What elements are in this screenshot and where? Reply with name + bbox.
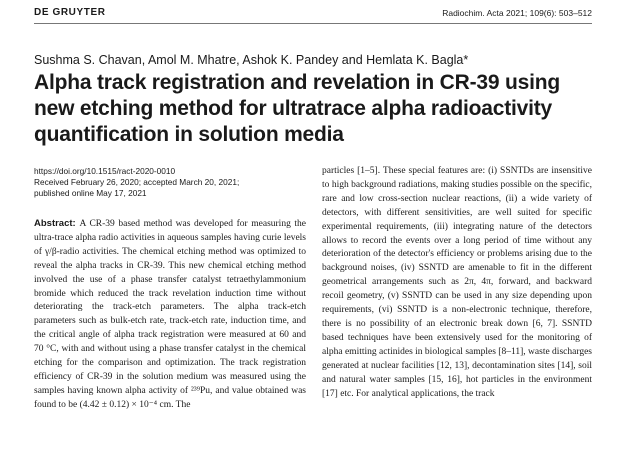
publisher-name: DE GRUYTER [34,7,106,18]
abstract-label: Abstract: [34,218,80,229]
article-meta [34,166,239,199]
body-text-column [322,165,592,401]
journal-citation: Radiochim. Acta 2021; 109(6): 503–512 [442,8,592,18]
doi-link[interactable]: https://doi.org/10.1515/ract-2020-0010 [34,166,176,176]
published-date: published online May 17, 2021 [34,188,147,198]
author-list: Sushma S. Chavan, Amol M. Mhatre, Ashok K. Pandey and Hemlata K. Bagla* [34,53,469,67]
received-date: Received February 26, 2020; accepted March 20, 2021; [34,177,240,187]
header-rule [34,23,592,24]
abstract-text: A CR-39 based method was developed for measuring the ultra-trace alpha radio activities in aqueous samples having curie levels of γ/β-radio activities. The chemical etching method was optimized to reveal the alpha tracks in CR-39. This new chemical etching method involved the use of a phase transfer catalyst tetraethylammonium bromide which reduced the track revelation induction time without deteriorating the track-etch parameters. The alpha track-etch parameters such as bulk-etch rate, track-etch rate, induction time, and the critical angle of alpha track registration were measured at 60 and 70 °C, with and without using a phase transfer catalyst in the chemical etching for the comparison and optimization. The track registration efficiency of CR-39 in the solution medium was measured using the samples having known alpha activity of ²³⁹Pu, and value obtained was found to be (4.42 ± 0.12) × 10⁻⁴ cm. The [34,219,306,410]
article-title: Alpha track registration and revelation in CR-39 using new etching method for ultratrace alpha radioactivity quantification in solution media [34,71,560,146]
abstract-column [34,217,306,413]
body-paragraph: particles [1–5]. These special features are: (i) SSNTDs are insensitive to high background radiations, making studies possible on the specific, rare and low cross-section nuclear reactions, (ii) a wide variety of detectors, with different sensitivities, are well suited for specific experimental requirements, (iii) integrating nature of the detectors allows to record the events over a long period of time without any deterioration of the detector's efficiency or problems arising due to the background noises, (iv) SSNTD are amenable to fit in the different geometrical arrangements such as 2π, 4π, forward, and backward recoil geometry, (v) SSNTD can be used in any size depending upon requirements, (vi) SSNTD is a non-electronic technique, therefore, there is no possibility of an electronic break down [6, 7]. SSNTD based techniques have been extensively used for the monitoring of alpha emitting actinides in biological samples [8–11], waste discharges generated at nuclear facilities [12, 13], decontamination sites [14], soil and natural water samples [15, 16], hot particles in the environment [17] etc. For analytical applications, the track [322,166,592,399]
